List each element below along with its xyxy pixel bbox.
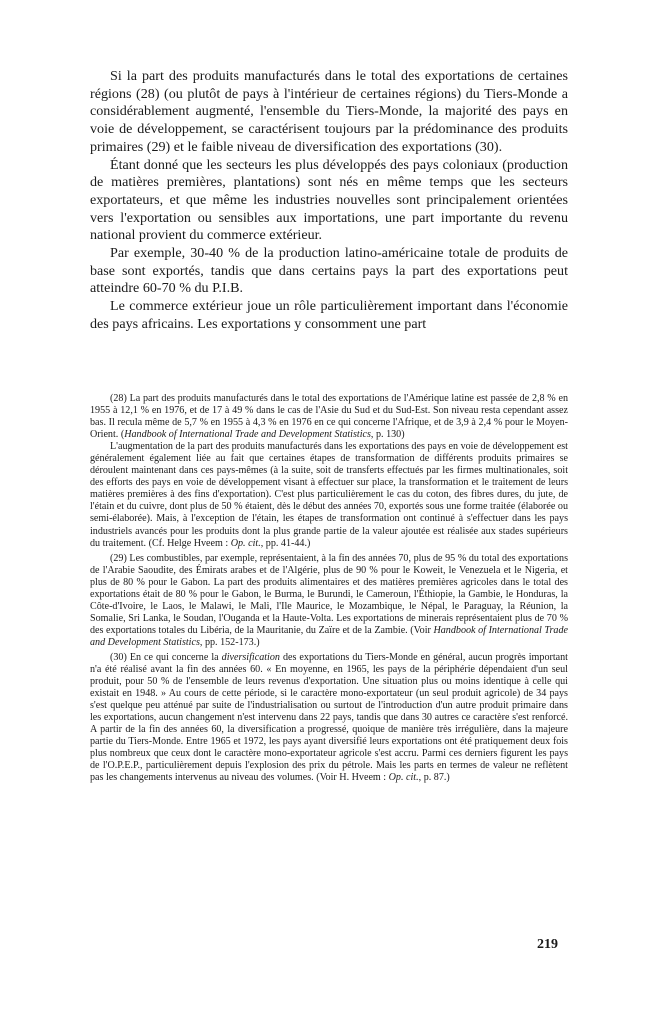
- footnotes: [90, 393, 568, 785]
- footnote-30-text: (30) En ce qui concerne la: [110, 651, 222, 663]
- footnote-28-continued: [90, 441, 568, 549]
- paragraph-1: Si la part des produits manufacturés dans le total des exportations de certaines régions (28) (ou plutôt de pays à l'intérieur de certaines régions) du Tiers-Monde a considérablement augmenté, l'ensemble du Tiers-Monde, la majorité des pays en voie de développement, se caractérisent toujours par la prédominance des produits primaires (29) et le faible niveau de diversification des exportations (30).: [90, 68, 568, 155]
- footnote-28-text-end: , p. 130): [370, 429, 405, 441]
- footnote-29-text-end: , pp. 152-173.): [199, 636, 260, 648]
- footnote-28-cont-text: L'augmentation de la part des produits manufacturés dans les exportations des pays en voie de développement est généralement également liée au fait que certaines étapes de transformation de différents produits primaires se déroulent maintenant dans ces pays-mêmes (à la suite, soit de transferts effectués par les firmes multinationales, soit des efforts des pays en voie de développement visant à effectuer sur place, la transformation et le traitement de leurs matières premières à des fins d'exportation). C'est plus particulièrement le cas du coton, des fibres dures, du jute, de l'étain et du cuivre, dont plus de 50 % étaient, dès le début des années 70, exportés sous une forme traitée (élaborée ou semi-élaborée). Mais, à l'exception de l'étain, les étapes de transformation ont continué à s'effectuer dans les pays industriels avancés pour les produits dont la plus grande partie de la valeur ajoutée est réalisée aux stades supérieurs du traitement. (Cf. Helge Hveem :: [90, 441, 568, 549]
- paragraph-2: Étant donné que les secteurs les plus développés des pays coloniaux (production de matières premières, plantations) sont nés en même temps que les secteurs exportateurs, et que même les industries nouvelles sont principalement orientées vers l'exportation ou sensibles aux importations, une part importante du revenu national provient du commerce extérieur.: [90, 156, 568, 244]
- footnote-30-term: diversification: [221, 651, 280, 663]
- paragraph-4: Le commerce extérieur joue un rôle particulièrement important dans l'économie des pays africains. Les exportations y consomment une part: [90, 298, 568, 332]
- footnote-30-text-rest: des exportations du Tiers-Monde en général, aucun progrès important n'a été réalisé avant la fin des années 60. « En moyenne, en 1965, les pays de la périphérie dépendaient d'un seul produit, pour 50 % de l'ensemble de leurs revenus d'exportation. Une situation plus ou moins identique à celle qui existait en 1948. » Au cours de cette période, si le caractère mono-exportateur (un seul produit agricole) de 34 pays s'est quelque peu atténué par suite de l'industrialisation ou surtout de l'introduction d'un autre produit primaire dans les exportations, aucun changement n'est intervenu dans 22 pays, tandis que dans 30 autres ce caractère s'est renforcé. A partir de la fin des années 60, la diversification a progressé, quoique de manière très irrégulière, dans la majeure partie du Tiers-Monde. Entre 1965 et 1972, les pays ayant diversifié leurs exportations ont été pratiquement deux fois plus nombreux que ceux dont le caractère mono-exportateur agricole s'est accru. Parmi ces derniers figurent les pays de l'O.P.E.P., particulièrement depuis l'explosion des prix du pétrole. Mais les parts en termes de valeur ne reflètent pas les changements intervenus au niveau des volumes. (Voir H. Hveem :: [90, 651, 568, 784]
- paragraph-3: Par exemple, 30-40 % de la production latino-américaine totale de produits de base sont exportés, tandis que dans certains pays la part des exportations peut atteindre 60-70 % du P.I.B.: [90, 245, 568, 297]
- footnote-29-source: Handbook of International Trade and Development Statistics: [90, 624, 568, 648]
- footnote-30-cite: Op. cit.: [388, 772, 419, 784]
- footnote-29: [90, 553, 568, 649]
- footnote-28: [90, 393, 568, 441]
- footnote-30-text-end: , p. 87.): [418, 772, 450, 784]
- footnote-28-cite: Op. cit.: [230, 537, 261, 549]
- footnote-28-text: (28) La part des produits manufacturés dans le total des exportations de l'Amérique latine est passée de 2,8 % en 1955 à 12,1 % en 1976, et de 17 à 49 % dans le cas de l'Asie du Sud et du Sud-Est. Son niveau resta cependant assez bas. Il recula même de 5,7 % en 1955 à 4,3 % en 1976 en ce qui concerne l'Afrique, et de 3,9 à 2,4 % pour le Moyen-Orient. (: [90, 393, 568, 441]
- main-text: [90, 68, 568, 334]
- footnote-30: [90, 652, 568, 785]
- page-number: 219: [537, 937, 558, 952]
- footnote-28-cont-end: , pp. 41-44.): [260, 537, 311, 549]
- footnote-28-source: Handbook of International Trade and Development Statistics: [124, 429, 371, 441]
- footnote-29-text: (29) Les combustibles, par exemple, représentaient, à la fin des années 70, plus de 95 % du total des exportations de l'Arabie Saoudite, des Émirats arabes et de l'Algérie, plus de 90 % pour le Koweit, le Venezuela et le Nigeria, et plus de 80 % pour le Gabon. La part des produits alimentaires et des matières premières agricoles dans le total des exportations était de 80 % pour le Gabon, le Burma, le Burundi, le Cameroun, l'Éthiopie, la Gambie, le Honduras, la Côte-d'Ivoire, le Laos, le Malawi, le Mali, l'Ile Maurice, le Mozambique, le Népal, le Paraguay, la Réunion, la Somalie, Sri Lanka, le Soudan, l'Ouganda et la Haute-Volta. Les exportations de minerais représentaient plus de 70 % des exportations totales du Libéria, de la Mauritanie, du Zaïre et de la Zambie. (Voir: [90, 552, 568, 636]
